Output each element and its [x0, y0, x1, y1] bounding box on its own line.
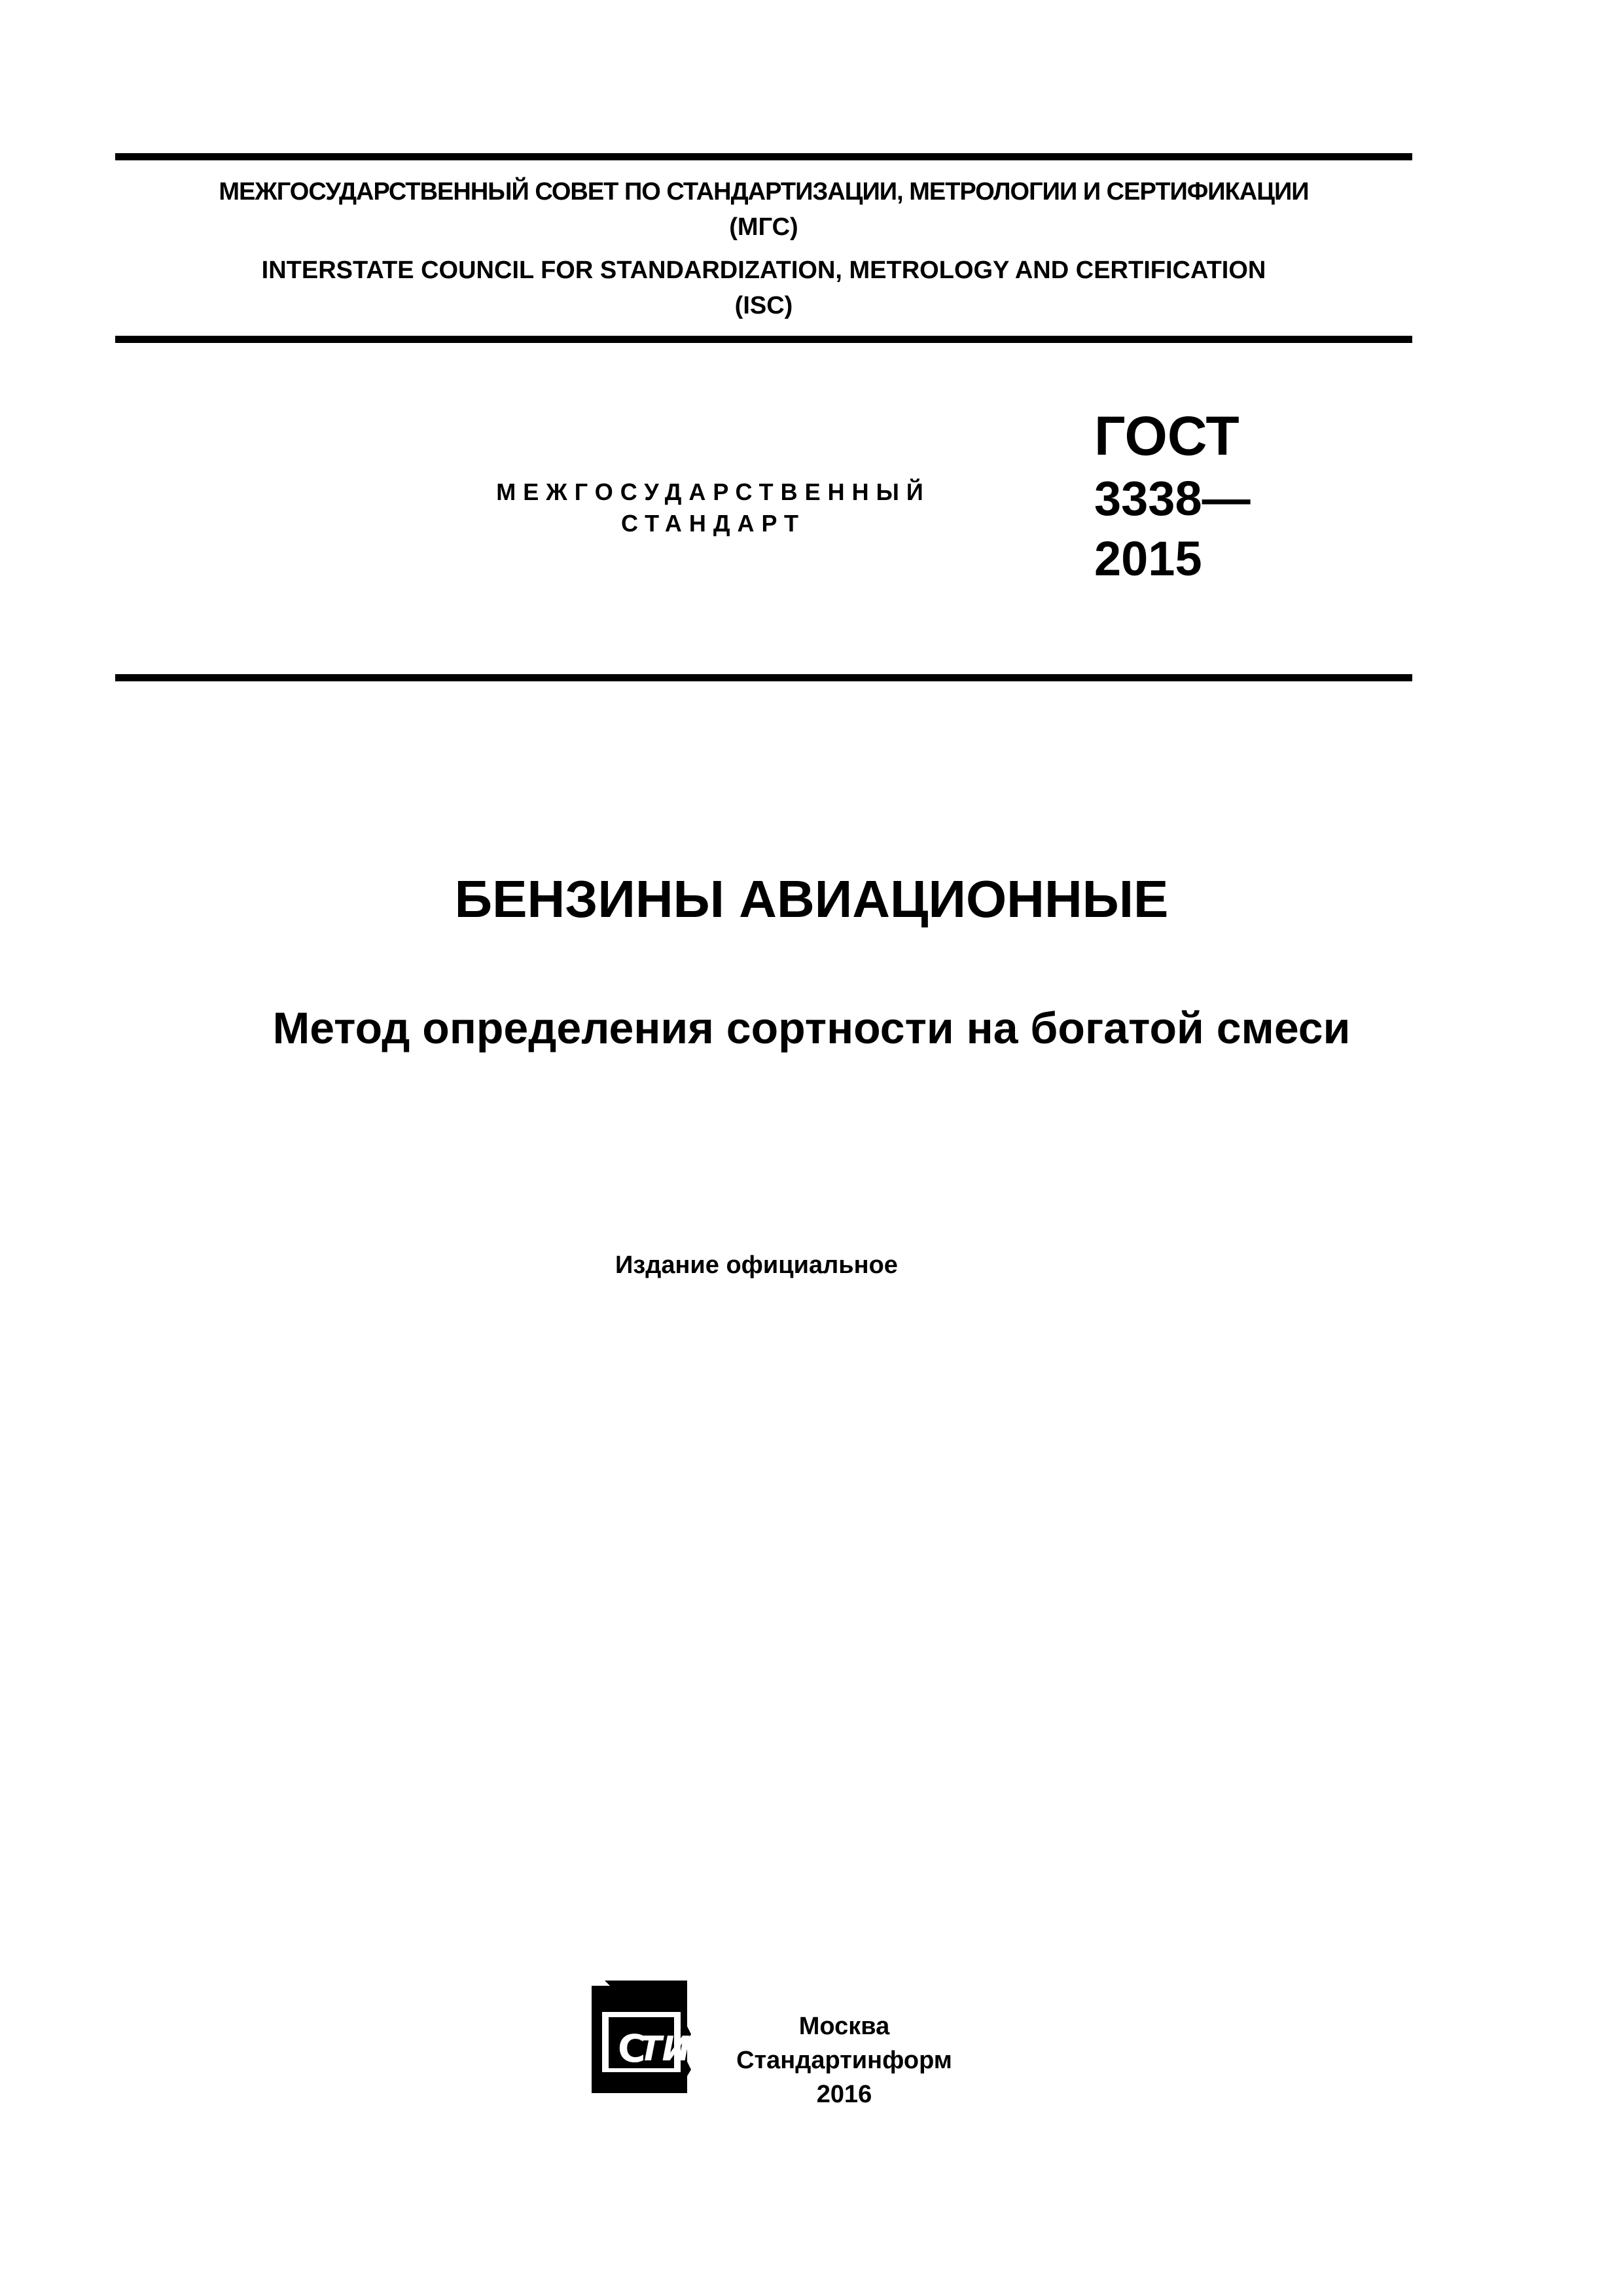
designation-bottom-rule — [115, 674, 1412, 681]
standard-kind-line1: МЕЖГОСУДАРСТВЕННЫЙ — [496, 478, 931, 505]
standard-number: 3338— — [1094, 471, 1251, 526]
publisher-block — [726, 2009, 962, 2111]
svg-text:ТИ: ТИ — [639, 2030, 690, 2069]
standard-prefix: ГОСТ — [1094, 405, 1240, 467]
council-abbr-ru: (МГС) — [729, 213, 798, 241]
council-name-ru: МЕЖГОСУДАРСТВЕННЫЙ СОВЕТ ПО СТАНДАРТИЗАЦИИ, МЕТРОЛОГИИ И СЕРТИФИКАЦИИ — [219, 178, 1309, 206]
standard-kind-line2: СТАНДАРТ — [621, 510, 806, 537]
standard-year: 2015 — [1094, 531, 1202, 586]
document-title: БЕНЗИНЫ АВИАЦИОННЫЕ — [454, 870, 1169, 928]
header-bottom-rule — [115, 336, 1412, 343]
svg-text:C: C — [618, 2026, 646, 2071]
top-rule — [115, 153, 1412, 160]
publisher-year: 2016 — [816, 2081, 872, 2108]
standard-kind — [458, 476, 969, 539]
council-abbr-en: (ISC) — [734, 292, 793, 319]
document-subtitle: Метод определения сортности на богатой смеси — [272, 1003, 1351, 1053]
edition-label: Издание официальное — [615, 1251, 898, 1279]
publisher-name: Стандартинформ — [736, 2047, 952, 2074]
standartinform-logo-icon — [589, 1978, 694, 2096]
council-name-en: INTERSTATE COUNCIL FOR STANDARDIZATION, METROLOGY AND CERTIFICATION — [261, 257, 1266, 284]
standard-designation — [1094, 404, 1251, 588]
publisher-city: Москва — [798, 2013, 890, 2040]
